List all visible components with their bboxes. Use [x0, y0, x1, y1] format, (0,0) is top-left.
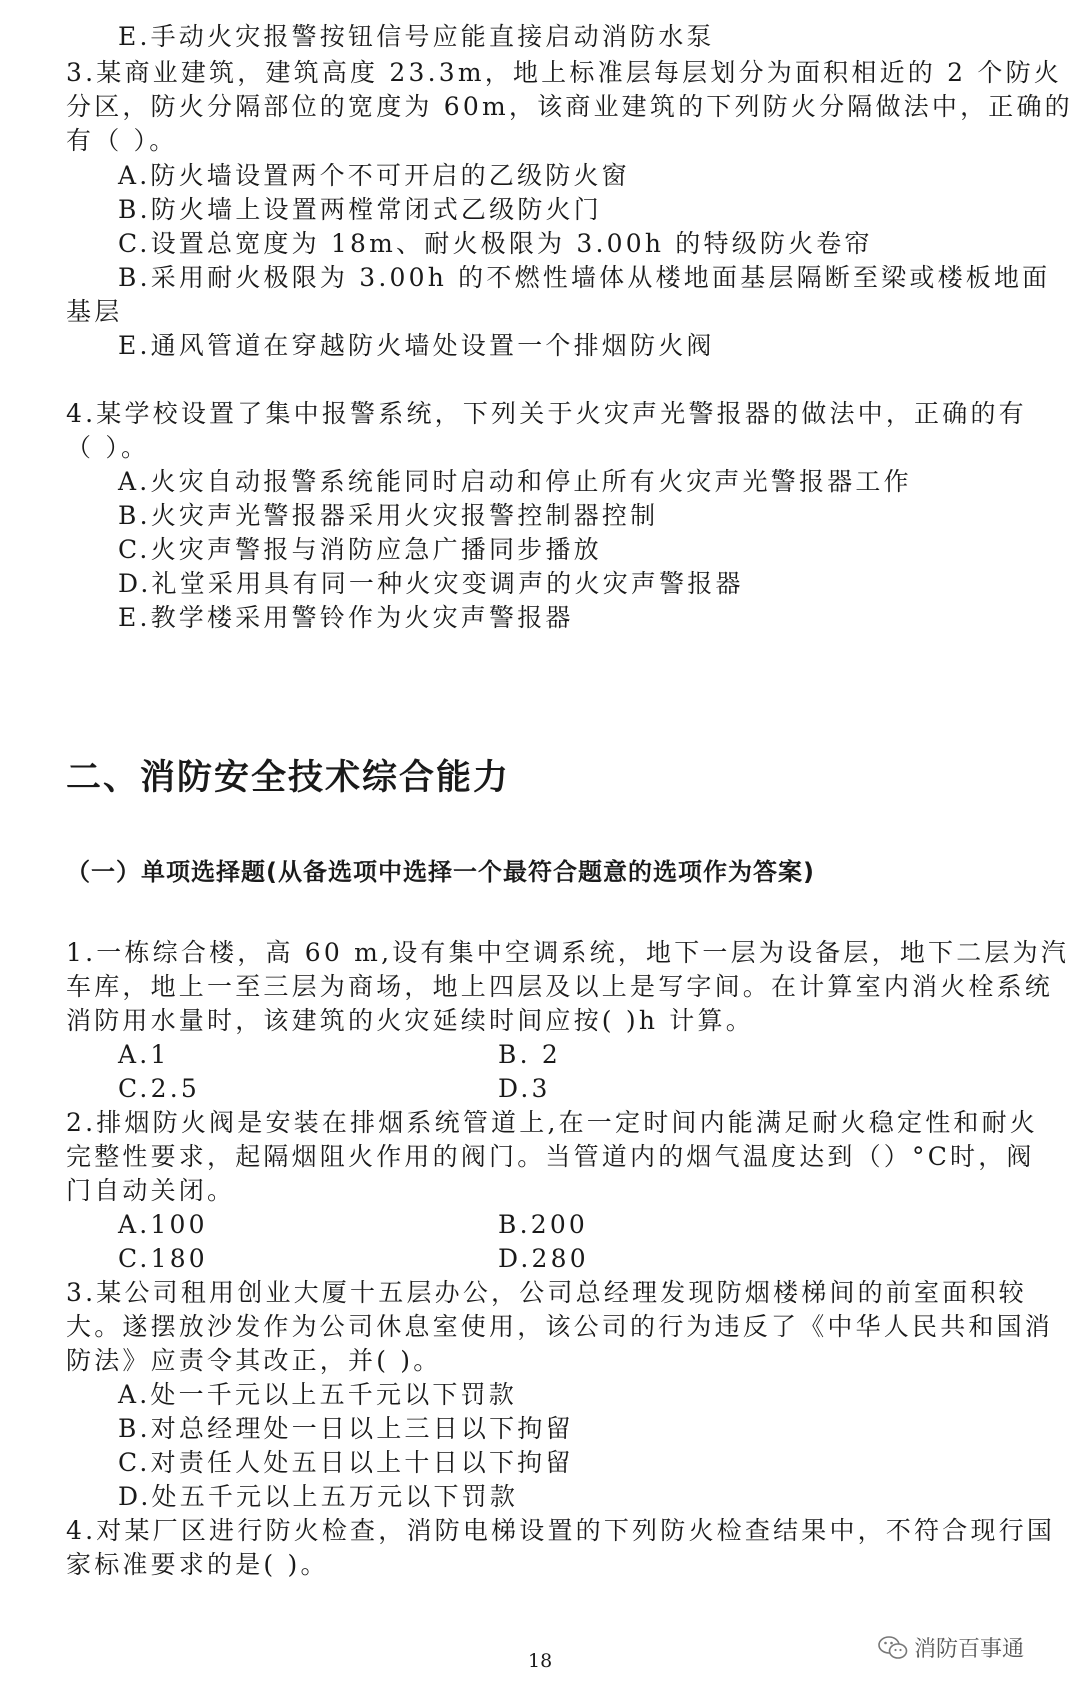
q3-stem-line: 3.某商业建筑，建筑高度 23.3m，地上标准层每层划分为面积相近的 2 个防火 [66, 58, 1062, 87]
page-number: 18 [528, 1650, 553, 1672]
sc-q1-stem-line: 车库，地上一至三层为商场，地上四层及以上是写字间。在计算室内消火栓系统 [66, 972, 1054, 1001]
q3-option-b: B.防火墙上设置两樘常闭式乙级防火门 [118, 195, 602, 224]
q4-option-e: E.教学楼采用警铃作为火灾声警报器 [118, 603, 574, 632]
sc-q1-option-a: A.1 [118, 1040, 170, 1069]
sc-q3-option-a: A.处一千元以上五千元以下罚款 [118, 1380, 518, 1409]
sc-q3-option-d: D.处五千元以上五万元以下罚款 [118, 1482, 519, 1511]
q4-option-a: A.火灾自动报警系统能同时启动和停止所有火灾声光警报器工作 [118, 467, 912, 496]
sc-q2-stem-line: 完整性要求，起隔烟阻火作用的阀门。当管道内的烟气温度达到（）°C时，阀 [66, 1142, 1035, 1171]
q3-option-a: A.防火墙设置两个不可开启的乙级防火窗 [118, 161, 630, 190]
sc-q1-option-c: C.2.5 [118, 1074, 200, 1103]
q4-option-d: D.礼堂采用具有同一种火灾变调声的火灾声警报器 [118, 569, 744, 598]
q4-stem-line: 4.某学校设置了集中报警系统，下列关于火灾声光警报器的做法中，正确的有 [66, 399, 1027, 428]
sc-q3-option-b: B.对总经理处一日以上三日以下拘留 [118, 1414, 574, 1443]
section-title: 二、消防安全技术综合能力 [66, 758, 511, 798]
sc-q1-option-b: B. 2 [498, 1040, 561, 1069]
wechat-icon [878, 1635, 908, 1661]
sc-q2-stem-line: 2.排烟防火阀是安装在排烟系统管道上,在一定时间内能满足耐火稳定性和耐火 [66, 1108, 1039, 1137]
sc-q4-stem-line: 家标准要求的是( )。 [66, 1550, 329, 1579]
q3-option-d-cont: 基层 [66, 297, 123, 326]
q3-stem-line: 有（ ）。 [66, 126, 178, 155]
q2-option-e: E.手动火灾报警按钮信号应能直接启动消防水泵 [118, 22, 715, 51]
sc-q2-option-b: B.200 [498, 1210, 589, 1239]
sc-q2-option-c: C.180 [118, 1244, 208, 1273]
q3-option-e: E.通风管道在穿越防火墙处设置一个排烟防火阀 [118, 331, 715, 360]
q3-option-d: B.采用耐火极限为 3.00h 的不燃性墙体从楼地面基层隔断至梁或楼板地面 [118, 263, 1051, 292]
sc-q1-stem-line: 消防用水量时，该建筑的火灾延续时间应按( )h 计算。 [66, 1006, 754, 1035]
q4-option-b: B.火灾声光警报器采用火灾报警控制器控制 [118, 501, 659, 530]
watermark [878, 1632, 1024, 1663]
watermark-text: 消防百事通 [914, 1637, 1025, 1662]
sc-q3-option-c: C.对责任人处五日以上十日以下拘留 [118, 1448, 574, 1477]
q4-stem-line: （ ）。 [66, 433, 150, 462]
sc-q3-stem-line: 3.某公司租用创业大厦十五层办公，公司总经理发现防烟楼梯间的前室面积较 [66, 1278, 1027, 1307]
q4-option-c: C.火灾声警报与消防应急广播同步播放 [118, 535, 602, 564]
q3-option-c: C.设置总宽度为 18m、耐火极限为 3.00h 的特级防火卷帘 [118, 229, 873, 258]
sc-q3-stem-line: 大。遂摆放沙发作为公司休息室使用，该公司的行为违反了《中华人民共和国消 [66, 1312, 1054, 1341]
section-subtitle: （一）单项选择题(从备选项中选择一个最符合题意的选项作为答案) [66, 858, 815, 886]
sc-q2-option-d: D.280 [498, 1244, 589, 1273]
sc-q2-option-a: A.100 [118, 1210, 208, 1239]
sc-q1-option-d: D.3 [498, 1074, 551, 1103]
sc-q4-stem-line: 4.对某厂区进行防火检查，消防电梯设置的下列防火检查结果中，不符合现行国 [66, 1516, 1056, 1545]
sc-q2-stem-line: 门自动关闭。 [66, 1176, 236, 1205]
sc-q3-stem-line: 防法》应责令其改正，并( )。 [66, 1346, 442, 1375]
q3-stem-line: 分区，防火分隔部位的宽度为 60m，该商业建筑的下列防火分隔做法中，正确的 [66, 92, 1073, 121]
sc-q1-stem-line: 1.一栋综合楼，高 60 m,设有集中空调系统，地下一层为设备层，地下二层为汽 [66, 938, 1070, 967]
